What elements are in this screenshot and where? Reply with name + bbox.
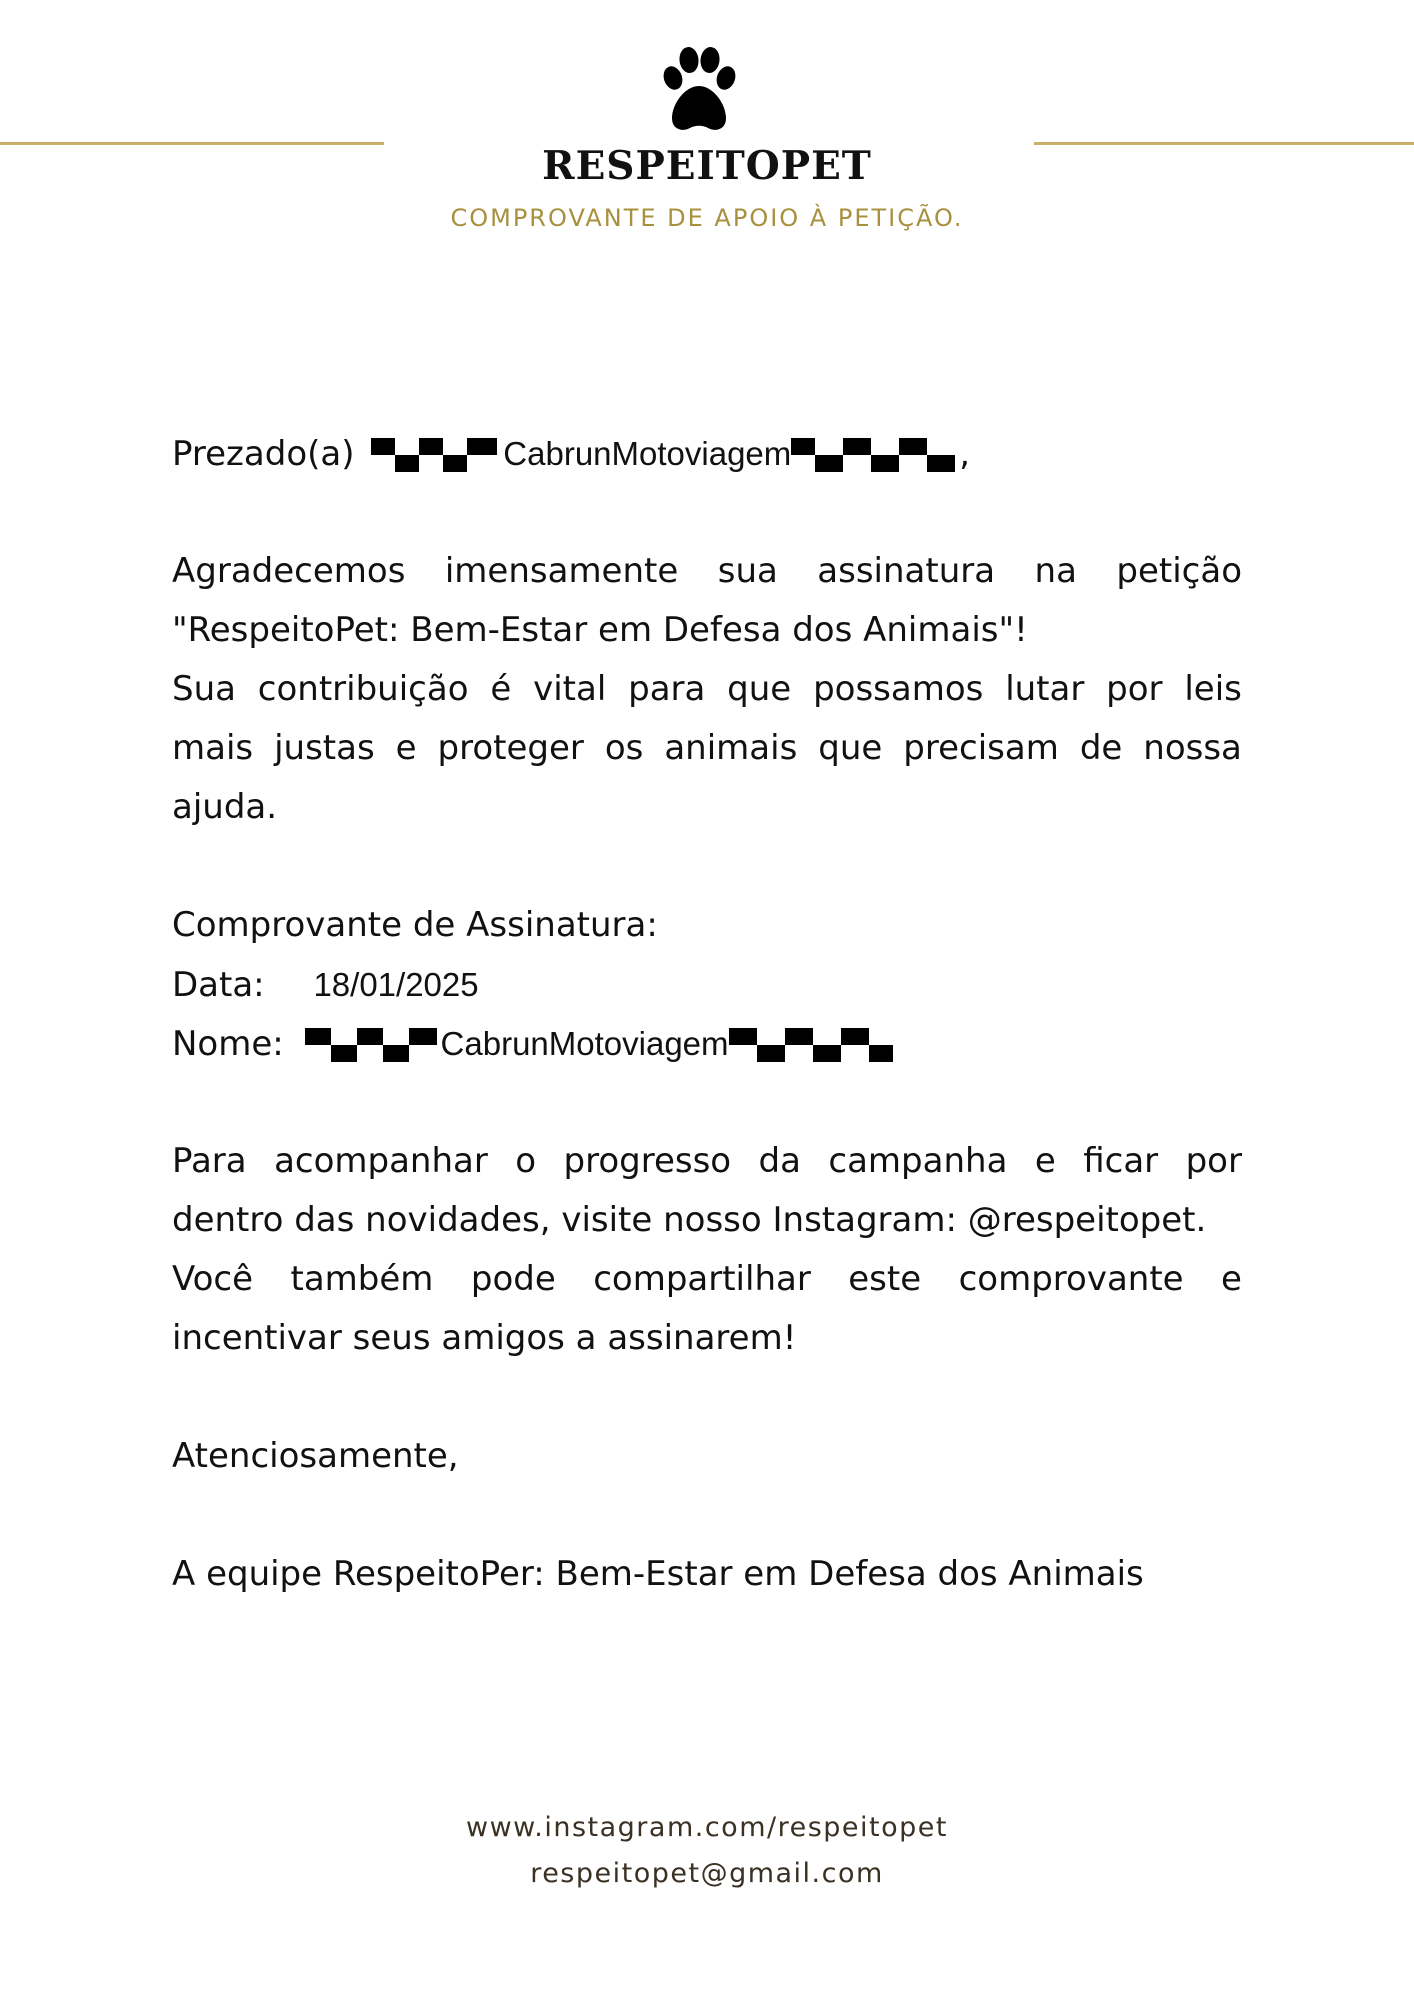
word: mais — [172, 728, 254, 768]
word: na — [1034, 551, 1077, 591]
paragraph-3-line-2: dentro das novidades, visite nosso Instagram: @respeitopet. — [172, 1200, 1207, 1240]
word: proteger — [437, 728, 584, 768]
instagram-link[interactable]: www.instagram.com/respeitopet — [466, 1812, 948, 1843]
word: que — [818, 728, 883, 768]
word: Agradecemos — [172, 551, 406, 591]
word: Para — [172, 1141, 247, 1181]
redaction-pattern-right — [791, 426, 959, 485]
word: este — [848, 1259, 922, 1299]
word: e — [1221, 1259, 1242, 1299]
word: sua — [717, 551, 778, 591]
word: e — [1034, 1141, 1056, 1181]
word: compartilhar — [593, 1259, 811, 1299]
word: precisam — [903, 728, 1059, 768]
recipient-name: CabrunMotoviagem — [503, 435, 792, 472]
word: e — [395, 728, 417, 768]
word: vital — [533, 669, 607, 709]
word: possamos — [813, 669, 984, 709]
closing: Atenciosamente, — [172, 1436, 459, 1476]
paragraph-2-line-2 — [172, 719, 1242, 778]
word: justas — [274, 728, 375, 768]
word: acompanhar — [274, 1141, 488, 1181]
letterhead — [0, 0, 1414, 260]
word: campanha — [828, 1141, 1008, 1181]
word: da — [758, 1141, 801, 1181]
word: contribuição — [257, 669, 469, 709]
redaction-pattern-right — [729, 1016, 897, 1075]
brand-title: RESPEITOPET — [542, 143, 872, 189]
date-value: 18/01/2025 — [313, 966, 479, 1003]
word: imensamente — [444, 551, 679, 591]
word: pode — [470, 1259, 556, 1299]
signer-name: CabrunMotoviagem — [440, 1025, 729, 1062]
paragraph-1-line-1 — [172, 542, 1242, 601]
word: para — [628, 669, 706, 709]
greeting-line — [172, 424, 970, 485]
word: assinatura — [817, 551, 996, 591]
word: é — [490, 669, 512, 709]
paragraph-1-line-2: "RespeitoPet: Bem-Estar em Defesa dos Animais"! — [172, 610, 1028, 650]
paw-print-icon — [658, 46, 740, 134]
paragraph-2-line-1 — [172, 660, 1242, 719]
word: nossa — [1143, 728, 1242, 768]
word: progresso — [563, 1141, 732, 1181]
word: ficar — [1083, 1141, 1159, 1181]
name-label: Nome: — [172, 1024, 284, 1064]
word: animais — [664, 728, 798, 768]
word: lutar — [1005, 669, 1085, 709]
word: que — [727, 669, 792, 709]
greeting-prefix: Prezado(a) — [172, 434, 355, 474]
paragraph-3-line-3 — [172, 1250, 1242, 1309]
paragraph-3-line-1 — [172, 1132, 1242, 1191]
word: comprovante — [958, 1259, 1184, 1299]
paragraph-3-line-4: incentivar seus amigos a assinarem! — [172, 1318, 797, 1358]
redaction-pattern-left — [303, 1016, 441, 1075]
word: por — [1106, 669, 1163, 709]
word: de — [1079, 728, 1123, 768]
word: também — [290, 1259, 434, 1299]
receipt-heading: Comprovante de Assinatura: — [172, 905, 658, 945]
paragraph-2-line-3: ajuda. — [172, 787, 278, 827]
redaction-pattern-left — [365, 426, 503, 485]
signature: A equipe RespeitoPer: Bem-Estar em Defesa dos Animais — [172, 1554, 1144, 1594]
document-subtitle: COMPROVANTE DE APOIO À PETIÇÃO. — [450, 204, 964, 232]
word: por — [1185, 1141, 1242, 1181]
greeting-comma: , — [959, 434, 971, 474]
word: os — [604, 728, 644, 768]
word: Sua — [172, 669, 236, 709]
word: Você — [172, 1259, 254, 1299]
receipt-date-row — [172, 955, 479, 1015]
email-link[interactable]: respeitopet@gmail.com — [530, 1858, 884, 1889]
word: petição — [1116, 551, 1242, 591]
date-label: Data: — [172, 965, 265, 1005]
word: leis — [1184, 669, 1242, 709]
receipt-name-row — [172, 1014, 897, 1075]
word: o — [515, 1141, 537, 1181]
